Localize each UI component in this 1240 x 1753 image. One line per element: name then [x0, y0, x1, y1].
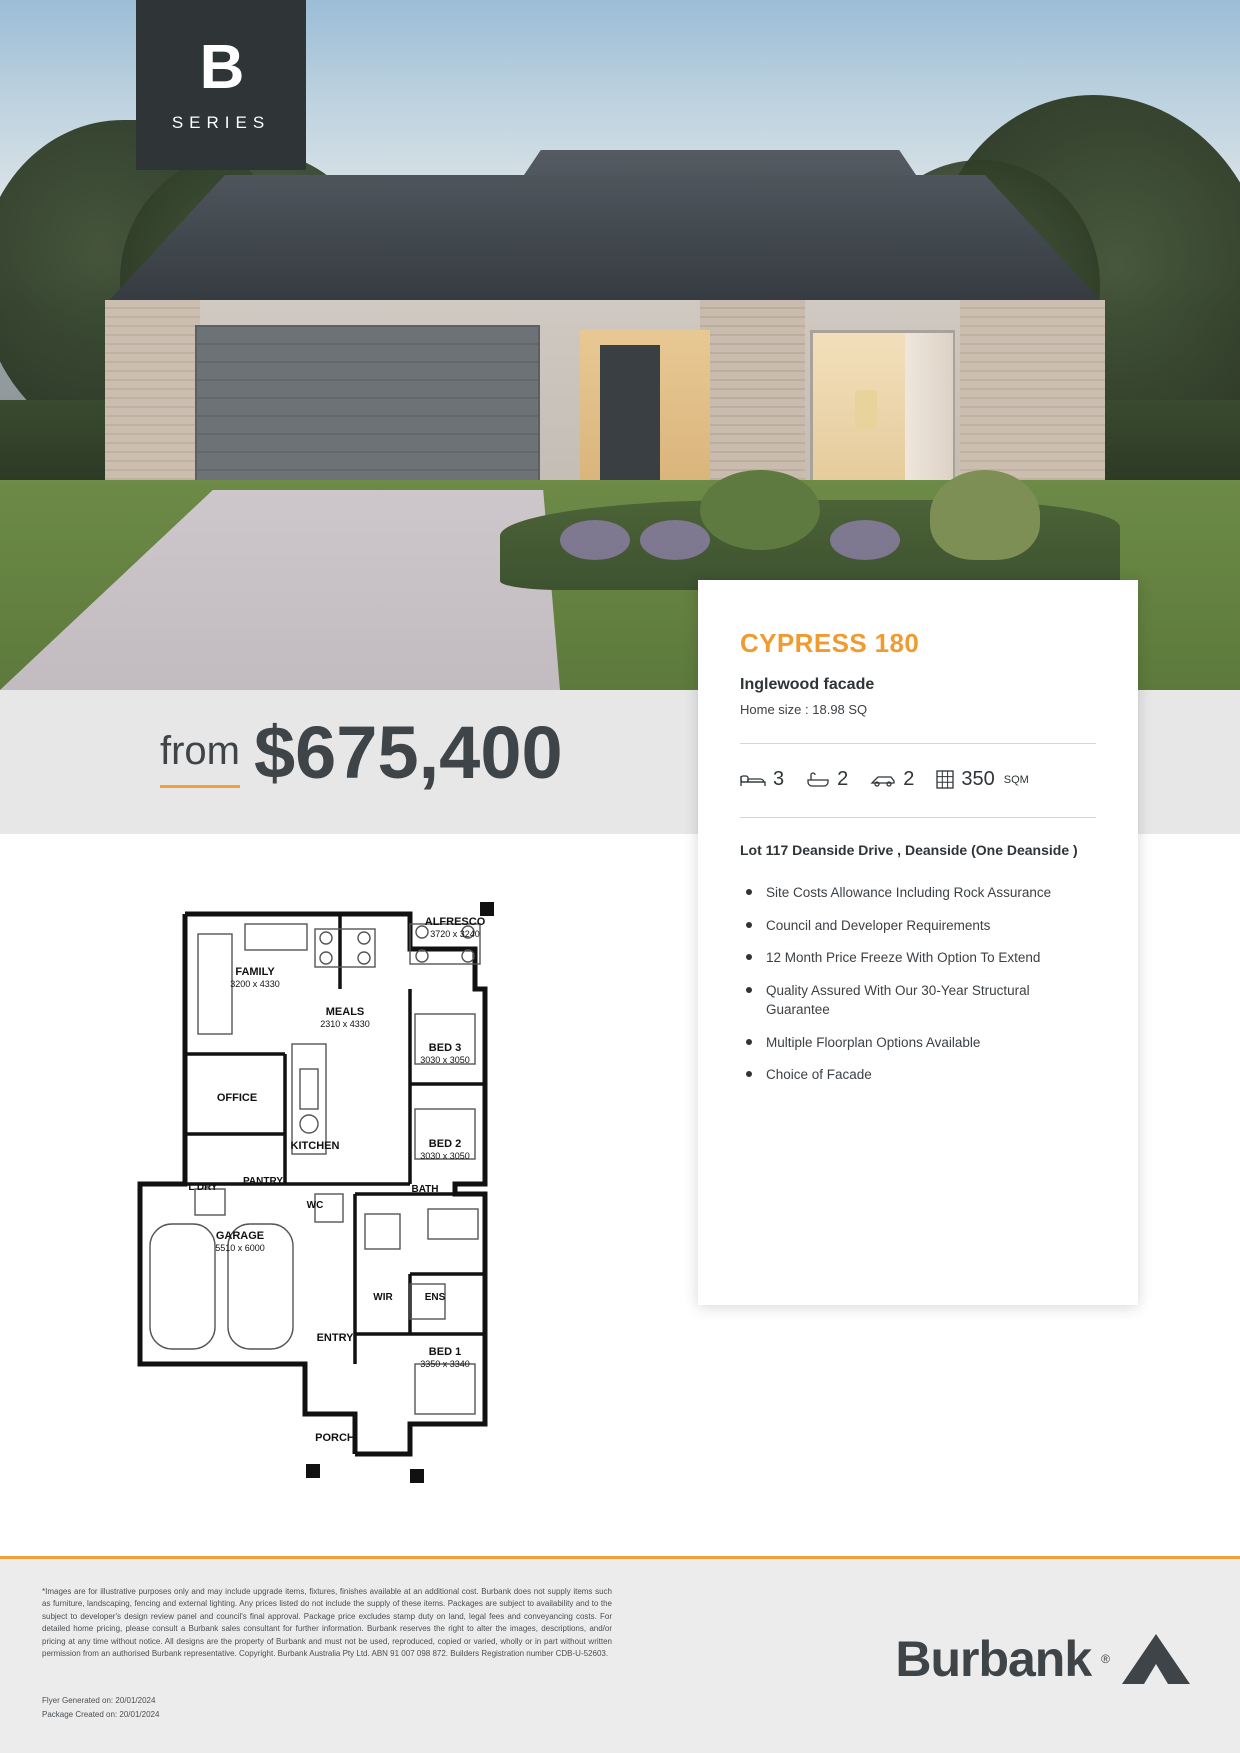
front-door	[600, 345, 660, 495]
price-amount: $675,400	[254, 711, 563, 794]
room-label: ENTRY	[316, 1332, 354, 1344]
home-size: Home size : 18.98 SQ	[740, 702, 868, 717]
brick-column-left	[105, 300, 200, 500]
price-group	[160, 711, 563, 794]
room-label: FAMILY 3200 x 4330	[230, 966, 280, 989]
room-label: GARAGE 5510 x 6000	[215, 1230, 265, 1253]
package-info-card	[698, 580, 1138, 1305]
registered-mark: ®	[1101, 1652, 1110, 1666]
disclaimer-text: *Images are for illustrative purposes only and may include upgrade items, fixtures, finishes available at an additional cost. Burbank does not supply items such as furniture, landscaping, fencing and external lighting. Any prices listed do not include the supply of these items. Packages are subject to availability and to the subject to developer's design review panel and council's final approval. Package price excludes stamp duty on land, legal fees and conveyancing costs. For detailed home pricing, please consult a Burbank sales consultant for further information. Burbank reserves the right to alter the images, descriptions, and/or pricing at any time without notice. All designs are the property of Burbank and must not be used, reproduced, copied or varied, wholly or in part without written permission from an authorised Burbank representative. Copyright. Burbank Australia Pty Ltd. ABN 91 007 098 872. Builders Registration number CDB-U-52603.	[42, 1587, 612, 1658]
generation-info	[42, 1694, 159, 1721]
spec-car-spaces	[870, 768, 914, 791]
room-label: WC	[306, 1200, 324, 1211]
burbank-logo	[895, 1630, 1192, 1688]
list-item: 12 Month Price Freeze With Option To Extend	[740, 948, 1096, 968]
burbank-triangle-icon	[1120, 1630, 1192, 1688]
spec-row	[740, 768, 1096, 791]
list-item: Council and Developer Requirements	[740, 916, 1096, 936]
spec-car-spaces-value: 2	[903, 768, 915, 790]
flyer-generated-date: Flyer Generated on: 20/01/2024	[42, 1696, 156, 1705]
flower-cluster-2	[640, 520, 710, 560]
room-label: BED 3 3030 x 3050	[420, 1042, 470, 1065]
package-title: CYPRESS 180	[740, 628, 920, 658]
lot-address: Lot 117 Deanside Drive , Deanside (One Deanside )	[740, 842, 1078, 858]
b-series-logo-mark: B	[199, 33, 243, 102]
package-created-date: Package Created on: 20/01/2024	[42, 1709, 160, 1719]
room-label: PANTRY	[243, 1176, 283, 1187]
room-label: MEALS 2310 x 4330	[320, 1006, 370, 1029]
room-label: OFFICE	[216, 1092, 258, 1104]
spec-bathrooms	[806, 768, 848, 791]
spec-bathrooms-value: 2	[837, 768, 849, 790]
divider-top	[740, 743, 1096, 744]
room-label: WIR	[373, 1292, 393, 1303]
bed-icon	[740, 771, 766, 788]
spec-bedrooms	[740, 768, 784, 791]
list-item: Multiple Floorplan Options Available	[740, 1033, 1096, 1053]
floor-lamp	[855, 390, 877, 430]
bath-icon	[806, 771, 830, 788]
room-label: BATH	[411, 1184, 439, 1195]
roof-main	[105, 175, 1105, 305]
room-label: PORCH	[315, 1432, 355, 1444]
floorplan-labels	[110, 894, 540, 1494]
land-icon	[936, 770, 954, 789]
room-label: BED 2 3030 x 3050	[420, 1138, 470, 1161]
room-label: BED 1 3350 x 3340	[420, 1346, 470, 1369]
brick-column-middle	[700, 300, 805, 495]
b-series-logo-sub: SERIES	[171, 113, 271, 132]
burbank-wordmark: Burbank	[895, 1631, 1092, 1687]
footer	[0, 1556, 1240, 1753]
floorplan-section	[0, 834, 698, 1554]
flower-cluster-3	[830, 520, 900, 560]
spec-land-size-unit: SQM	[1003, 773, 1029, 786]
list-item: Choice of Facade	[740, 1065, 1096, 1085]
flower-cluster-1	[560, 520, 630, 560]
room-label: KITCHEN	[290, 1140, 340, 1152]
car-icon	[870, 771, 896, 788]
window-curtain	[905, 333, 953, 487]
facade-name: Inglewood facade	[740, 676, 875, 693]
shrub-1	[700, 470, 820, 550]
divider-bottom	[740, 817, 1096, 818]
features-list	[740, 883, 1096, 1085]
list-item: Quality Assured With Our 30-Year Structural Guarantee	[740, 981, 1096, 1020]
spec-land-size	[936, 768, 1028, 791]
garage-door	[195, 325, 540, 500]
footer-accent-rule	[0, 1556, 1240, 1559]
room-label: ENS	[424, 1292, 446, 1303]
spec-land-size-value: 350	[961, 768, 995, 790]
spec-bedrooms-value: 3	[773, 768, 785, 790]
room-label: L'DRY	[188, 1182, 218, 1193]
price-from-label: from	[160, 731, 240, 788]
b-series-badge	[136, 0, 306, 170]
list-item: Site Costs Allowance Including Rock Assurance	[740, 883, 1096, 903]
shrub-2	[930, 470, 1040, 560]
room-label: ALFRESCO 3720 x 3240	[424, 916, 486, 939]
